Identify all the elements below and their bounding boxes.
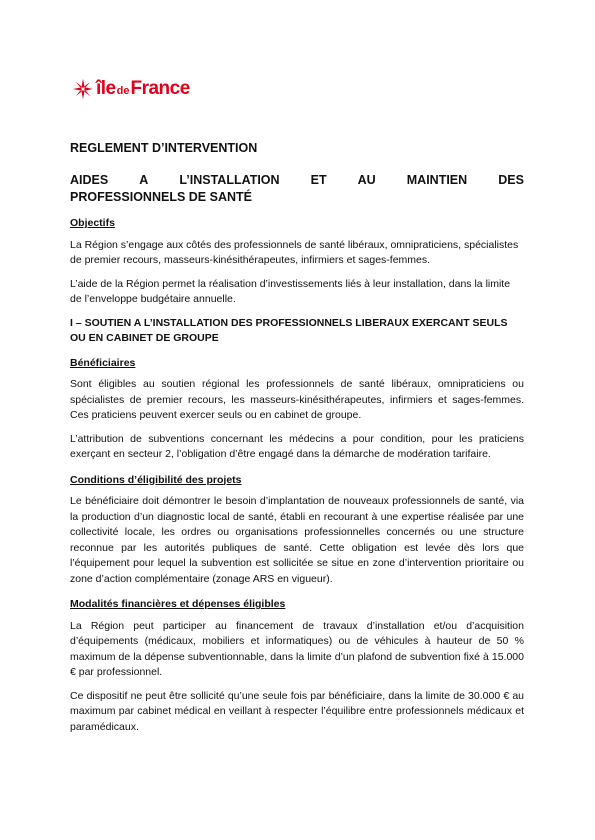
logo-text-de: de: [116, 85, 130, 97]
paragraph: L’aide de la Région permet la réalisation d’investissements liés à leur installation, dans la limite de l’enveloppe budgétaire annuelle.: [70, 277, 511, 305]
paragraph: La Région peut participer au financement de travaux d’installation et/ou d’acquisition d’équipements (médicaux, mobiliers et informatiques) ou de véhicules à hauteur de 50 % maximum de la dépense subventionnable, dans la limite d’un plafond de subvention fixé à 15.000 € par professionnel.: [70, 619, 524, 678]
paragraph: Ce dispositif ne peut être sollicité qu’une seule fois par bénéficiaire, dans la limite de 30.000 € au maximum par cabinet médical en veillant à respecter l’équilibre entre professionnels médicaux et paramédicaux.: [70, 689, 524, 733]
star-logo-icon: [72, 78, 94, 100]
paragraph: L’attribution de subventions concernant les médecins a pour condition, pour les praticiens exerçant en secteur 2, l’obligation d’être engagé dans la démarche de modération tarifaire.: [70, 432, 524, 460]
section-heading-beneficiaires: Bénéficiaires: [70, 356, 136, 369]
paragraph: Le bénéficiaire doit démontrer le besoin d’implantation de nouveaux professionnels de santé, via la production d’un diagnostic local de santé, établi en recourant à une expertise réalisée par une collectivité locale, les ordres ou organisations professionnelles concernés ou une structure reconnue par les autorités publiques de santé. Cette obligation est levée dès lors que l’équipement pour lequel la subvention est sollicitée se situe en zone d’intervention prioritaire ou zone d’action complémentaire (zonage ARS en vigueur).: [70, 495, 524, 585]
paragraph: La Région s’engage aux côtés des professionnels de santé libéraux, omnipraticiens, spécialistes de premier recours, masseurs-kinésithérapeutes, infirmiers et sages-femmes.: [70, 238, 519, 266]
subtitle-word: ET: [310, 173, 327, 187]
section-heading-modalites: Modalités financières et dépenses éligibles: [70, 598, 286, 610]
subtitle-word: AU: [357, 173, 376, 187]
subtitle-word: AIDES: [70, 173, 109, 187]
subtitle-word: L’INSTALLATION: [179, 173, 280, 187]
paragraph: Sont éligibles au soutien régional les professionnels de santé libéraux, omnipraticiens ou spécialistes de premier recours, les masseurs-kinésithérapeutes, infirmiers et sages-femmes. Ces praticiens peuvent exercer seuls ou en cabinet de groupe.: [70, 378, 524, 421]
document-subtitle: [70, 172, 524, 206]
section-heading-soutien-installation: I – SOUTIEN A L’INSTALLATION DES PROFESSIONNELS LIBERAUX EXERCANT SEULS OU EN CABINET DE GROUPE: [70, 316, 508, 344]
section-heading-conditions: Conditions d’éligibilité des projets: [70, 473, 242, 486]
logo-text-ile: île: [96, 78, 116, 99]
document-body: [70, 140, 524, 743]
subtitle-line-1: [70, 172, 524, 189]
subtitle-word: A: [139, 173, 149, 187]
logo-text-france: France: [130, 78, 190, 99]
subtitle-word: MAINTIEN: [406, 173, 468, 187]
section-heading-objectifs: Objectifs: [70, 217, 115, 229]
document-title: REGLEMENT D’INTERVENTION: [70, 141, 258, 155]
subtitle-word: DES: [498, 173, 524, 187]
region-logo: [72, 78, 190, 100]
subtitle-line-2: PROFESSIONNELS DE SANTÉ: [70, 190, 252, 204]
